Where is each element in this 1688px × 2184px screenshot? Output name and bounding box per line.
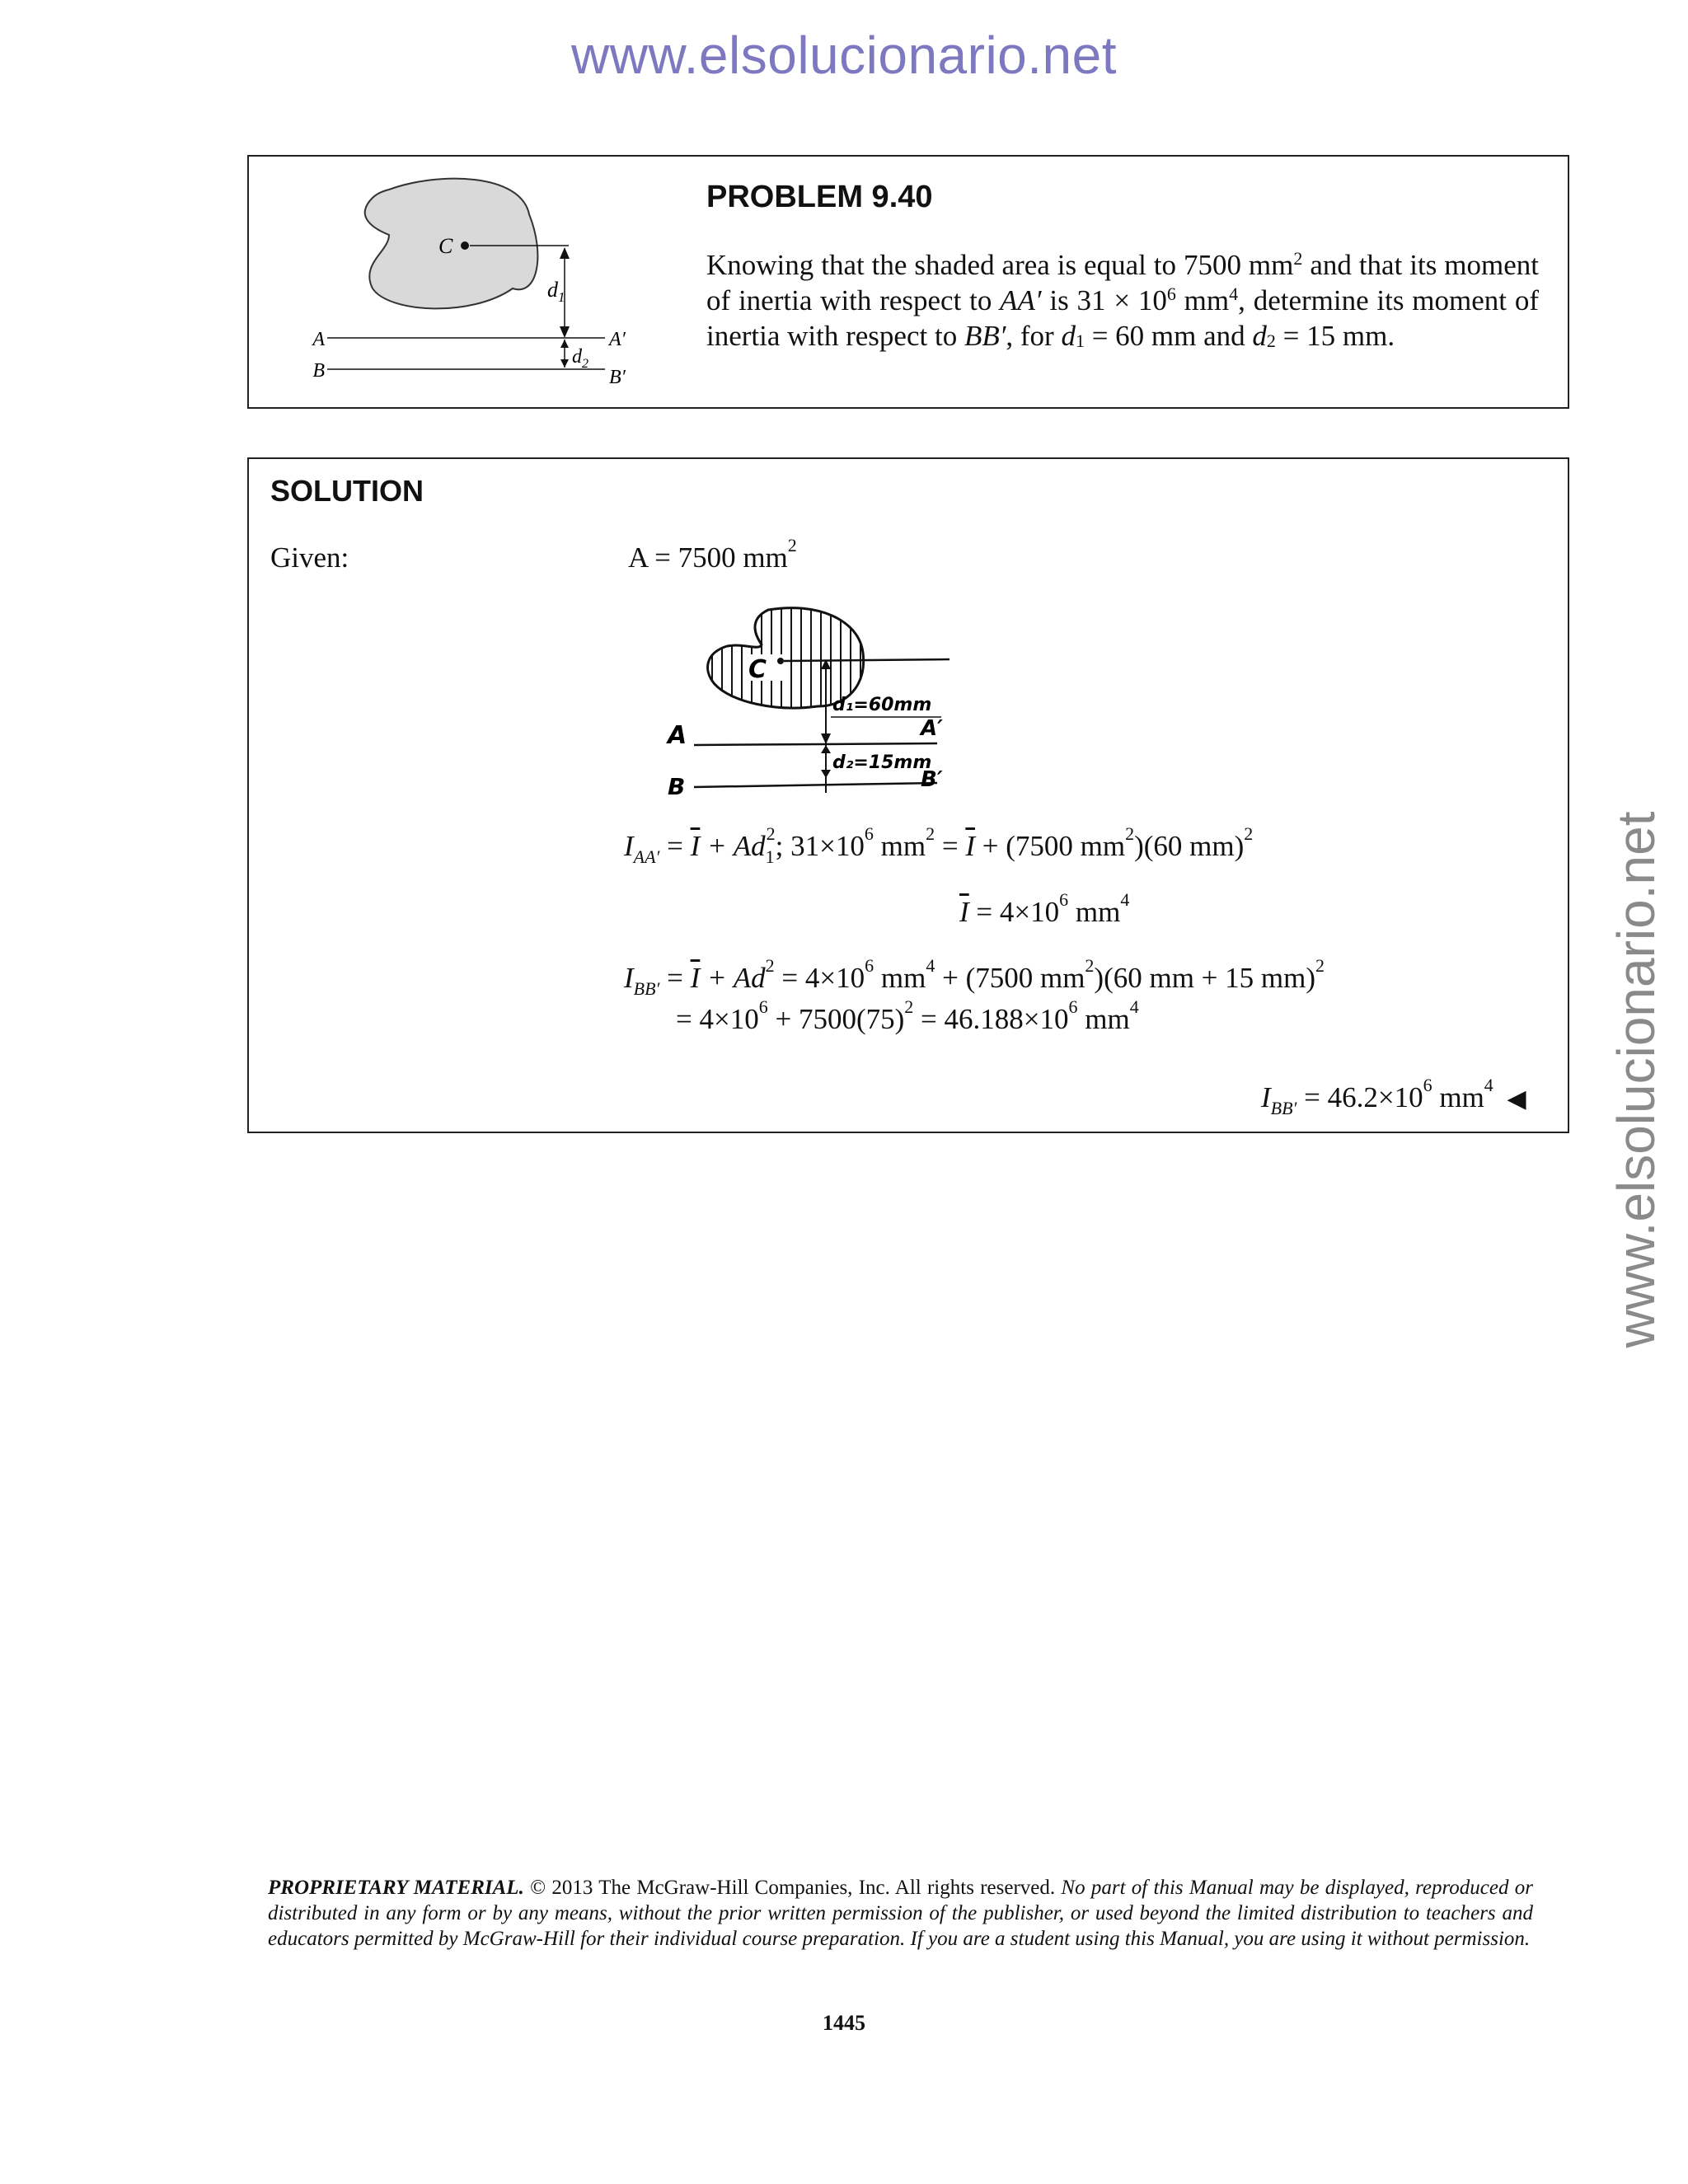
sketch-label-d1: d₁=60mm (832, 695, 932, 715)
watermark-url-side: www.elsolucionario.net (1606, 811, 1666, 1348)
page-number: 1445 (823, 2011, 865, 2035)
svg-text:d1 (547, 278, 565, 305)
figure-label-d1: d (547, 278, 558, 302)
problem-figure (249, 157, 626, 404)
solution-box (247, 457, 1569, 1133)
equation-iaa: $I_{AA'} = \overline{I} + Ad_1^2$; $31\times 10^6$ $mm^2 = \overline{I} + (7500$ $mm^2)(60$ mm)$^2$ (624, 823, 1254, 867)
sketch-label-c: C (748, 655, 767, 684)
problem-title: PROBLEM 9.40 (706, 180, 933, 214)
equation-ibb: $I_{BB'} = \overline{I} + Ad^2 = 4\times 10^6$ $mm^4 + (7500$ $mm^2)(60$ mm + 15 mm)$^2$ (624, 955, 1325, 999)
equation-ibb-result: = $4\times 10^6 + 7500(75)^2 = 46.188\times 10^6$ $mm^4$ (676, 996, 1139, 1035)
figure-label-d2: d (572, 346, 582, 368)
figure-label-a-prime: A′ (609, 329, 626, 350)
figure-label-b: B (312, 360, 325, 382)
figure-label-a: A (312, 329, 325, 350)
sketch-label-a-prime: A′ (921, 716, 943, 741)
sketch-label-a: A (668, 721, 687, 750)
sketch-label-d2: d₂=15mm (832, 752, 932, 773)
solution-sketch (669, 595, 1131, 809)
sketch-label-b: B (668, 773, 686, 800)
answer-marker-icon: ◀ (1507, 1085, 1526, 1113)
watermark-url-top: www.elsolucionario.net (571, 26, 1117, 85)
centroid-dot (461, 241, 469, 250)
problem-box (247, 155, 1569, 409)
copyright-notice: PROPRIETARY MATERIAL. © 2013 The McGraw-Hill Companies, Inc. All rights reserved. No part of this Manual may be displayed, reproduced or distributed in any form or by any means, without the prior written permission of the publisher, or used beyond the limited distribution to teachers and educators permitted by McGraw-Hill for their individual course preparation. If you are a student using this Manual, you are using it without permission. (268, 1877, 1533, 1950)
figure-label-d1-sub: 1 (558, 289, 565, 305)
final-answer: $I_{BB'} = 46.2\times 10^6$ $mm^4$ ◀ (1261, 1075, 1526, 1118)
equation-ibar: $\overline{I} = 4\times 10^6$ $mm^4$ (959, 889, 1130, 928)
given-label: Given: (270, 541, 349, 574)
problem-statement: Knowing that the shaded area is equal to 7500 $mm^2$ and that its moment of inertia with respect to AA′ is $31 \times 10^6$ $mm^4$, determine its moment of inertia with respect to BB′, for $d_1 = 60$ mm and $d_2 = 15$ mm. (706, 248, 1540, 352)
solution-title: SOLUTION (270, 474, 424, 508)
figure-label-b-prime: B′ (609, 367, 626, 388)
figure-label-d2-sub: 2 (582, 357, 588, 371)
svg-text:d2 (572, 346, 588, 371)
given-area: A = 7500 $mm^2$ (628, 535, 797, 574)
figure-label-c: C (438, 234, 453, 258)
sketch-label-b-prime: B′ (921, 767, 943, 792)
